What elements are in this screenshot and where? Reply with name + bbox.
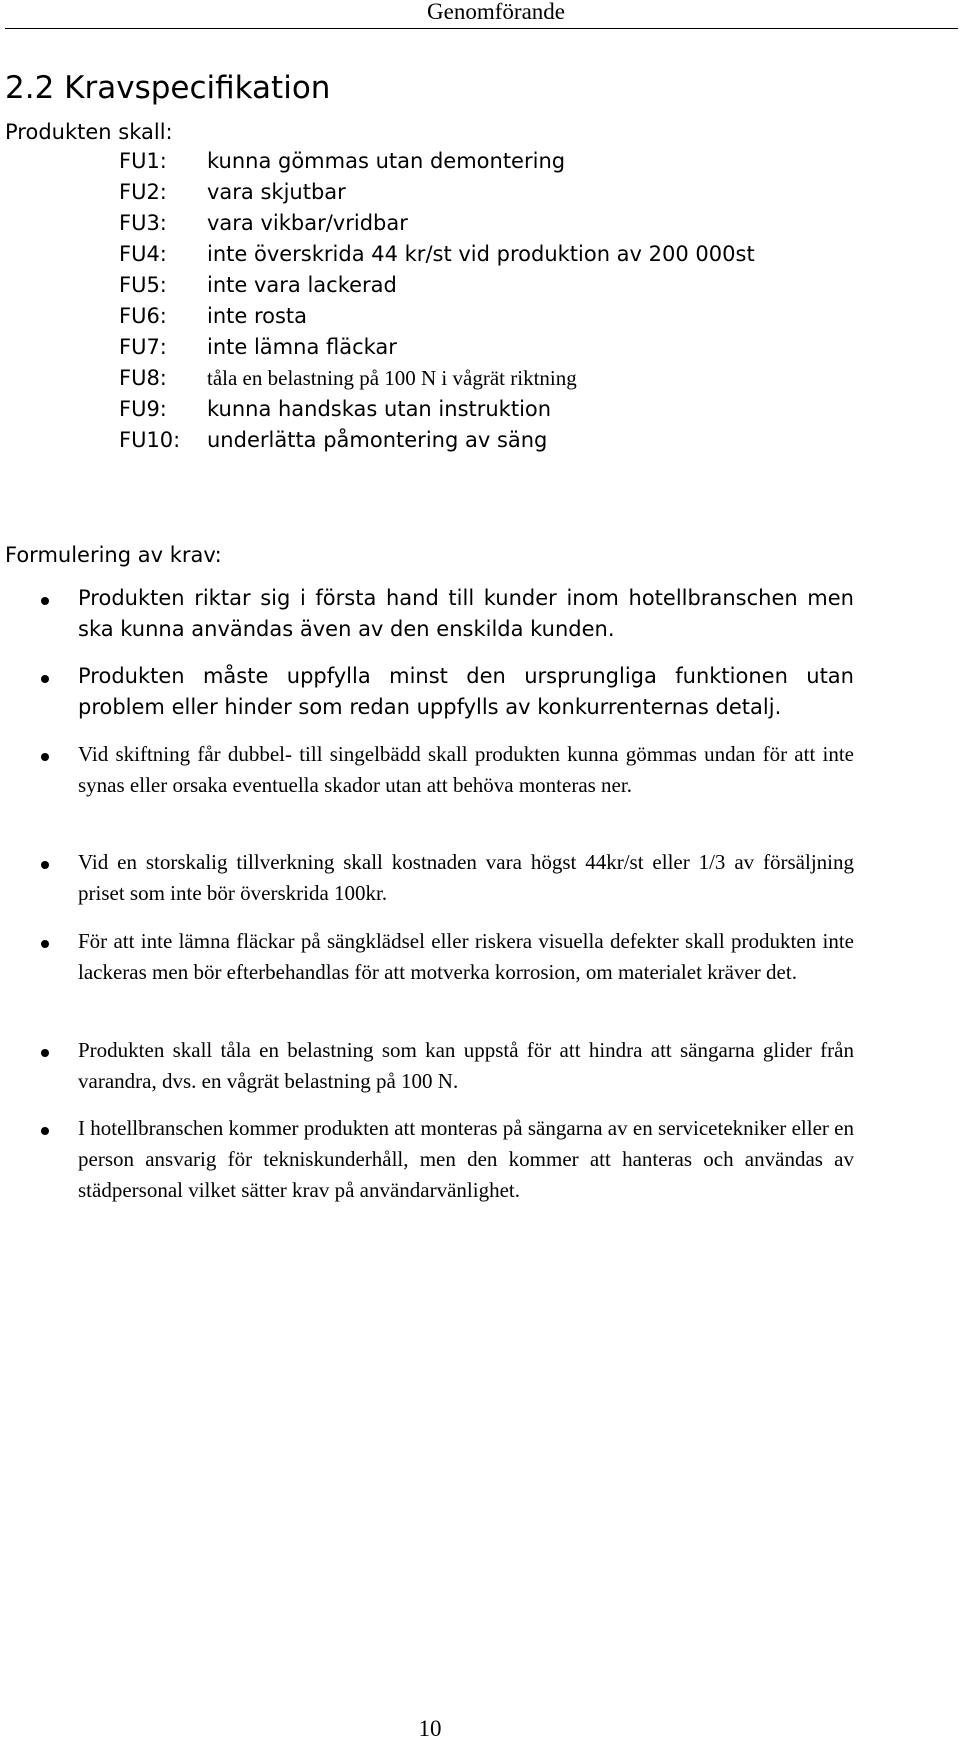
bullet-icon xyxy=(41,1127,49,1135)
bullet-icon xyxy=(41,753,49,761)
requirement-id: FU1: xyxy=(119,149,167,173)
requirement-id: FU6: xyxy=(119,304,167,328)
requirement-text: kunna handskas utan instruktion xyxy=(207,397,552,421)
requirement-text: underlätta påmontering av säng xyxy=(207,428,548,452)
requirement-text: inte rosta xyxy=(207,304,308,328)
requirements-intro: Produkten skall: xyxy=(5,120,173,144)
requirement-id: FU10: xyxy=(119,428,181,452)
list-item xyxy=(0,583,960,661)
requirement-text: tåla en belastning på 100 N i vågrät riktning xyxy=(207,366,577,390)
requirement-id: FU5: xyxy=(119,273,167,297)
requirement-id: FU9: xyxy=(119,397,167,421)
requirement-id: FU7: xyxy=(119,335,167,359)
bullet-text: Produkten skall tåla en belastning som kan uppstå för att hindra att sängarna glider från varandra, dvs. en vågrät belastning på 100 N. xyxy=(78,1038,854,1093)
bullet-icon xyxy=(41,597,49,605)
requirement-text: vara vikbar/vridbar xyxy=(207,211,408,235)
requirement-text: kunna gömmas utan demontering xyxy=(207,149,566,173)
bullet-text: I hotellbranschen kommer produkten att monteras på sängarna av en servicetekniker eller en person ansvarig för tekniskunderhåll, men den kommer att hanteras och användas av städpersonal vilket sätter krav på användarvänlighet. xyxy=(78,1116,854,1202)
requirement-text: inte lämna fläckar xyxy=(207,335,397,359)
header-rule xyxy=(5,28,958,29)
list-item xyxy=(0,661,960,739)
bullet-icon xyxy=(41,861,49,869)
bullet-text: Vid en storskalig tillverkning skall kostnaden vara högst 44kr/st eller 1/3 av försäljning priset som inte bör överskrida 100kr. xyxy=(78,850,854,905)
requirement-text: inte överskrida 44 kr/st vid produktion av 200 000st xyxy=(207,242,755,266)
requirement-text: inte vara lackerad xyxy=(207,273,397,297)
requirement-id: FU8: xyxy=(119,366,167,390)
formulation-label: Formulering av krav: xyxy=(5,543,222,567)
bullet-text: Produkten måste uppfylla minst den ursprungliga funktionen utan problem eller hinder som redan uppfylls av konkurrenternas detalj. xyxy=(78,664,854,719)
list-item xyxy=(0,1035,960,1113)
running-header: Genomförande xyxy=(427,0,565,24)
requirement-text: vara skjutbar xyxy=(207,180,346,204)
section-heading: 2.2 Kravspecifikation xyxy=(5,70,331,106)
bullet-icon xyxy=(41,1049,49,1057)
bullet-icon xyxy=(41,675,49,683)
page-number: 10 xyxy=(418,1716,442,1741)
bullet-text: Vid skiftning får dubbel- till singelbädd skall produkten kunna gömmas undan för att inte synas eller orsaka eventuella skador utan att behöva monteras ner. xyxy=(78,742,854,797)
formulation-bullet-list xyxy=(0,583,960,1237)
requirement-id: FU4: xyxy=(119,242,167,266)
bullet-text: Produkten riktar sig i första hand till kunder inom hotellbranschen men ska kunna användas även av den enskilda kunden. xyxy=(78,586,854,641)
list-item xyxy=(0,847,960,926)
requirement-id: FU3: xyxy=(119,211,167,235)
list-item xyxy=(0,926,960,1035)
list-item xyxy=(0,1113,960,1237)
list-item xyxy=(0,739,960,847)
bullet-icon xyxy=(41,940,49,948)
bullet-text: För att inte lämna fläckar på sängklädsel eller riskera visuella defekter skall produkten inte lackeras men bör efterbehandlas för att motverka korrosion, om materialet kräver det. xyxy=(78,929,854,984)
requirement-id: FU2: xyxy=(119,180,167,204)
